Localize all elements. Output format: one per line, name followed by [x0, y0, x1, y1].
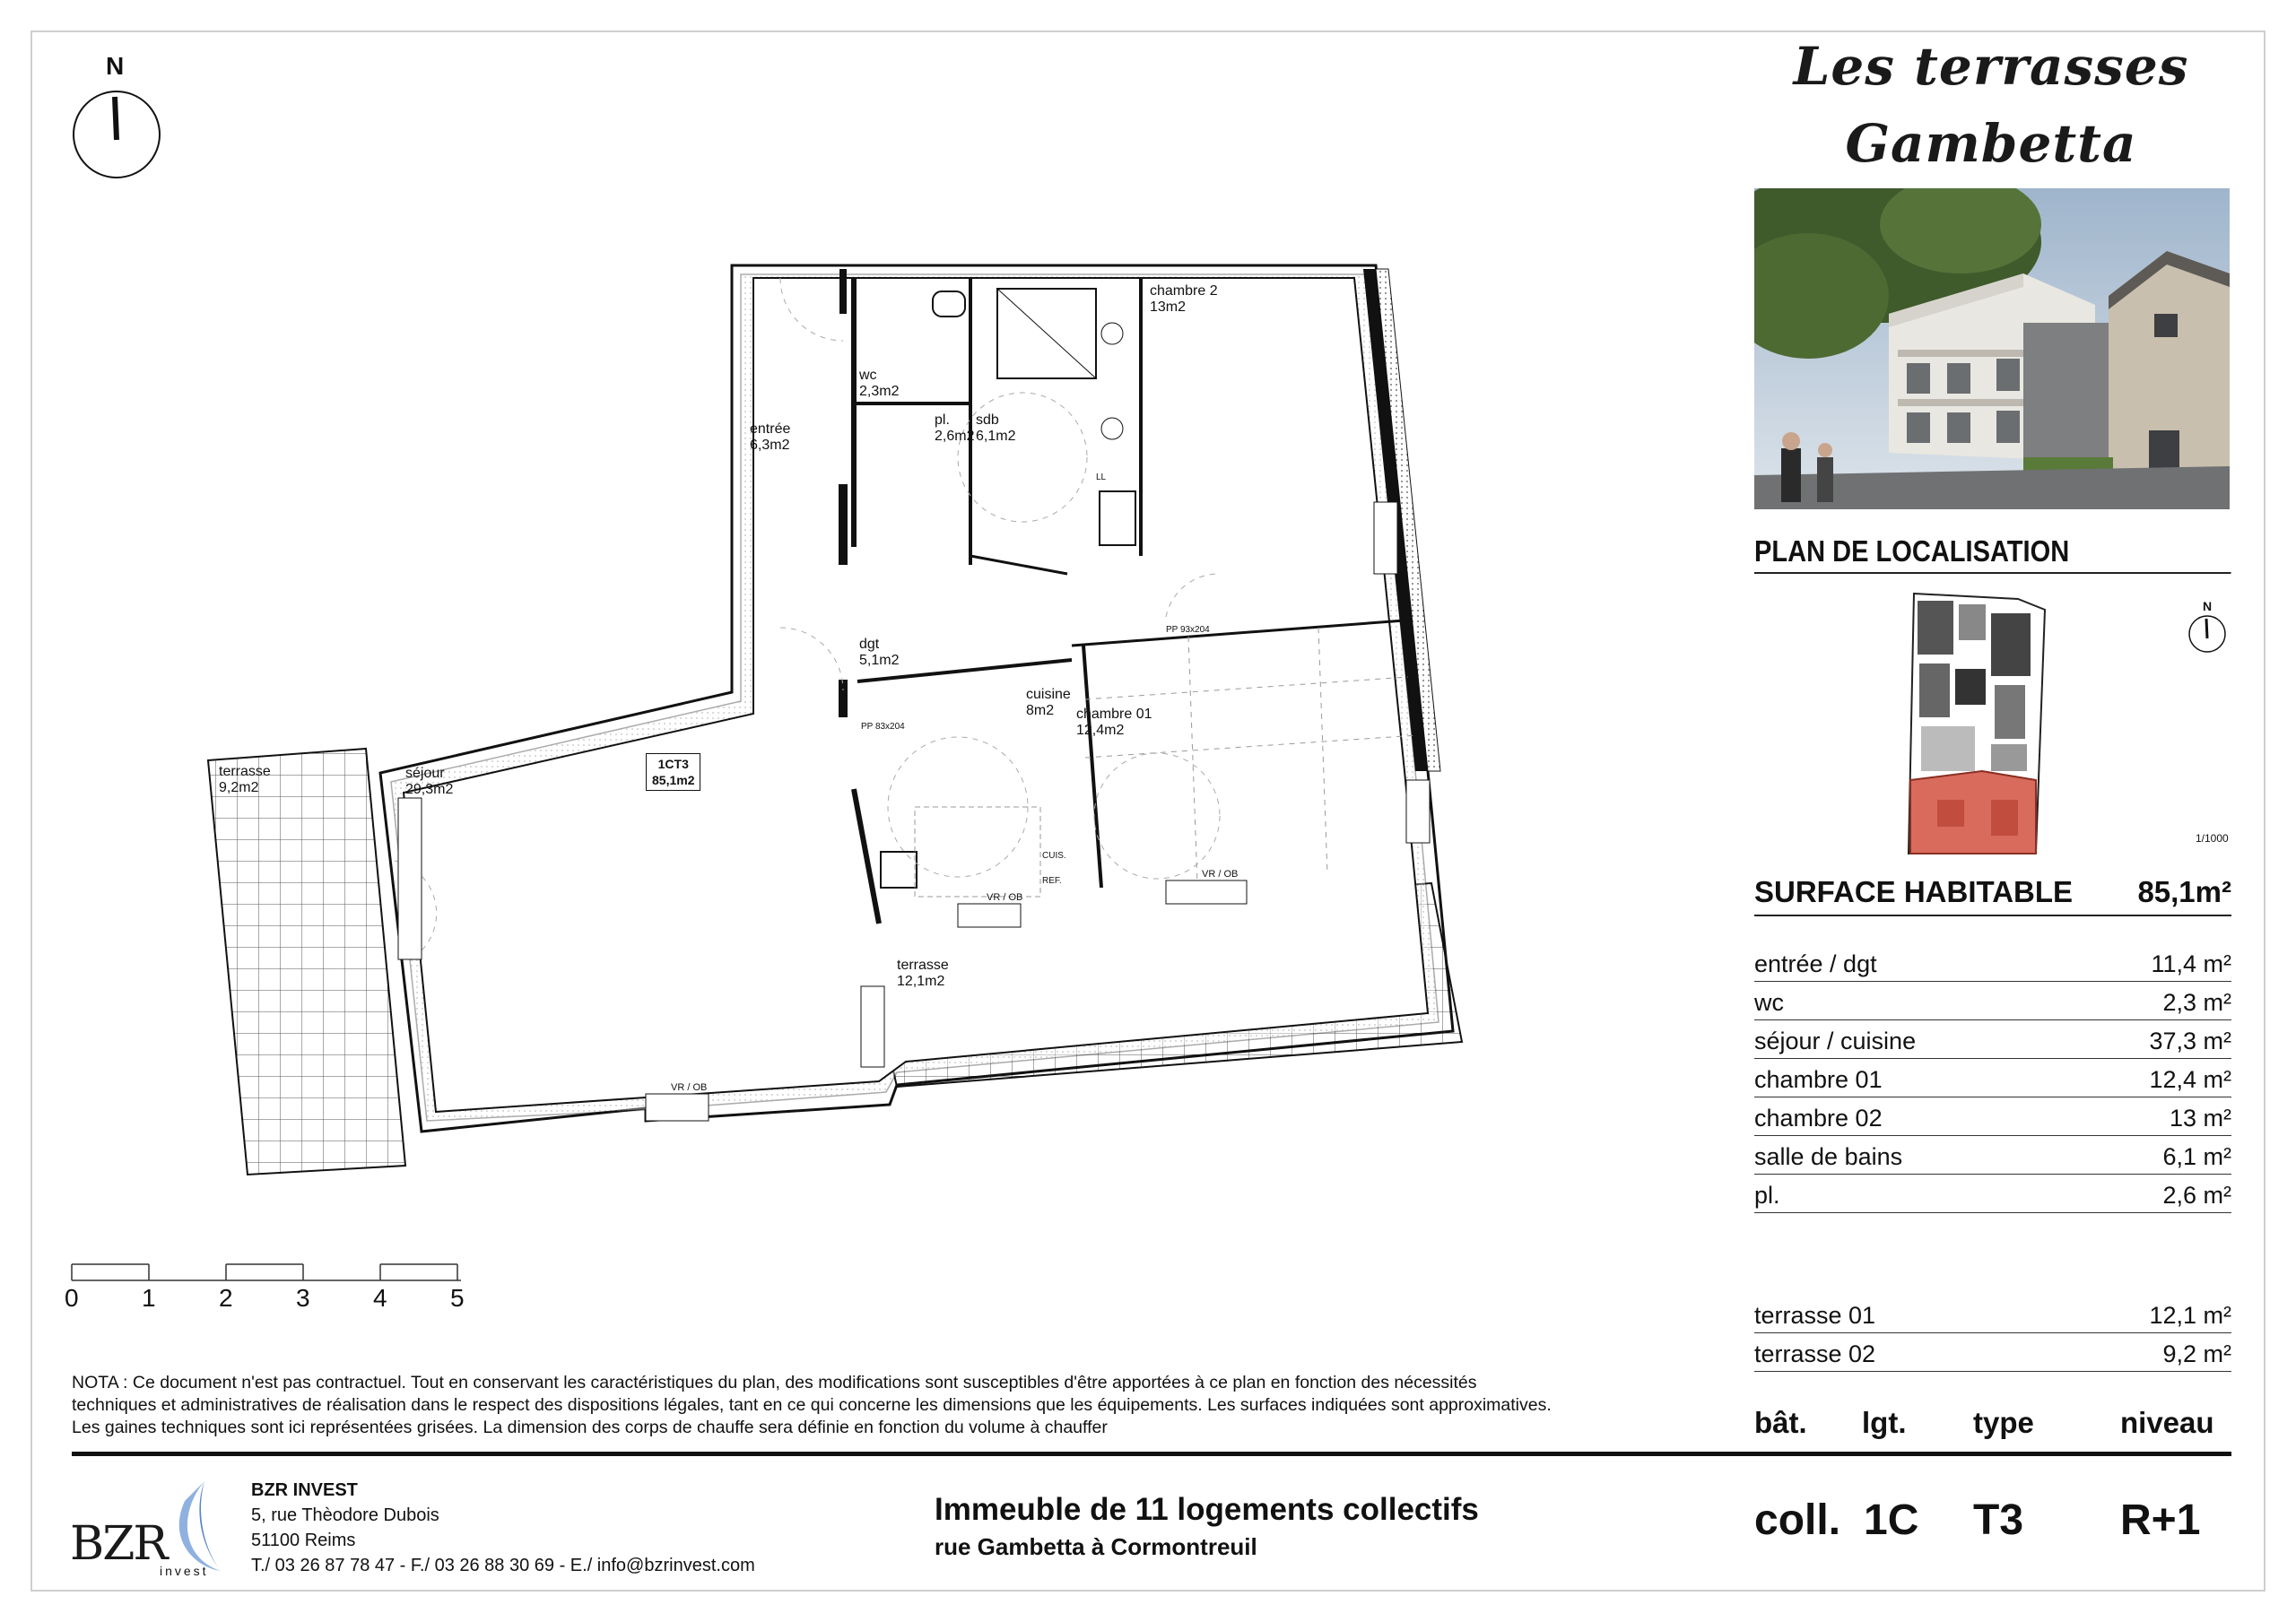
- room-label: cuisine 8m2: [1026, 687, 1071, 718]
- room-label: wc 2,3m2: [859, 368, 900, 399]
- scale-tick-2: 2: [219, 1284, 233, 1312]
- surface-row: [1754, 1099, 2231, 1136]
- surface-row-value: 6,1 m²: [2162, 1143, 2231, 1170]
- window-tag: VR / OB: [1202, 869, 1239, 880]
- localisation-map: [1901, 592, 2054, 861]
- logo-subtext: invest: [160, 1564, 209, 1578]
- scale-tick-4: 4: [373, 1284, 387, 1312]
- localisation-scale: 1/1000: [2196, 832, 2229, 845]
- scale-tick-3: 3: [296, 1284, 310, 1312]
- surface-heading: [1754, 875, 2231, 916]
- surface-row-label: wc: [1754, 989, 1784, 1016]
- scale-tick-0: 0: [65, 1284, 79, 1312]
- surface-row: [1754, 1138, 2231, 1175]
- title-line-2: Gambetta: [1845, 113, 2137, 174]
- surface-row-label: pl.: [1754, 1182, 1780, 1209]
- surface-row-value: 12,1 m²: [2149, 1302, 2231, 1329]
- identity-type-value: T3: [1973, 1496, 2024, 1544]
- building-render-image: [1754, 188, 2230, 509]
- identity-header-bat: bât.: [1754, 1406, 1807, 1439]
- fixture-tag: LL: [1096, 473, 1107, 482]
- surface-row-value: 9,2 m²: [2162, 1340, 2231, 1367]
- room-label: pl. 2,6m2: [935, 412, 975, 444]
- disclaimer-note: NOTA : Ce document n'est pas contractuel. Tout en conservant les caractéristiques du plan, des modifications sont susceptibles d'être apportées à ce plan en fonction des nécessités techniques et administratives de réalisation dans le respect des dispositions légales, tant en ce qui concerne les dimensions que les équipements. Les surfaces indiquées sont approximatives. Les gaines techniques sont ici représentées grisées. La dimension des corps de chauffe sera définie en fonction du volume à chauffer: [72, 1373, 1552, 1437]
- room-label: chambre 01 12,4m2: [1076, 707, 1152, 738]
- surface-row-value: 12,4 m²: [2149, 1066, 2231, 1093]
- surface-row: [1754, 1176, 2231, 1213]
- scale-tick-5: 5: [450, 1284, 465, 1312]
- room-label: séjour 29,3m2: [405, 766, 454, 797]
- surface-row-label: salle de bains: [1754, 1143, 1903, 1170]
- room-label: terrasse 9,2m2: [219, 764, 271, 795]
- footer-divider: [72, 1452, 2231, 1456]
- room-label: entrée 6,3m2: [750, 421, 791, 453]
- surface-row: [1754, 1335, 2231, 1372]
- company-name: BZR INVEST: [251, 1480, 358, 1500]
- project-address: rue Gambetta à Cormontreuil: [935, 1533, 1257, 1560]
- room-label: terrasse 12,1m2: [897, 958, 949, 989]
- window-tag: VR / OB: [987, 892, 1023, 903]
- project-info: [935, 1492, 1479, 1561]
- title-line-1: Les terrasses: [1793, 36, 2189, 97]
- company-logo: [70, 1478, 231, 1576]
- unit-tag: 1CT3 85,1m2: [646, 753, 700, 791]
- company-address-2: 51100 Reims: [251, 1531, 356, 1550]
- surface-row: [1754, 984, 2231, 1020]
- surface-row-label: terrasse 01: [1754, 1302, 1876, 1329]
- identity-niveau-value: R+1: [2120, 1496, 2201, 1544]
- surface-total: 85,1m²: [2137, 875, 2231, 908]
- window-tag: VR / OB: [671, 1082, 708, 1093]
- company-info: [251, 1478, 755, 1578]
- identity-lgt-value: 1C: [1864, 1496, 1919, 1544]
- north-label: N: [106, 52, 125, 80]
- localisation-north: [2187, 599, 2228, 671]
- surface-row: [1754, 1022, 2231, 1059]
- surface-heading-label: SURFACE HABITABLE: [1754, 875, 2074, 908]
- surface-row-label: chambre 02: [1754, 1105, 1883, 1132]
- project-title: Immeuble de 11 logements collectifs: [935, 1492, 1479, 1527]
- surface-row-label: séjour / cuisine: [1754, 1028, 1917, 1054]
- scale-tick-1: 1: [142, 1284, 156, 1312]
- room-label: chambre 2 13m2: [1150, 283, 1218, 315]
- surface-row-label: chambre 01: [1754, 1066, 1883, 1093]
- fixture-tag: REF.: [1042, 876, 1062, 886]
- fixture-tag: CUIS.: [1042, 851, 1066, 861]
- compass-small-icon: [2187, 613, 2228, 655]
- identity-bat-value: coll.: [1754, 1496, 1841, 1544]
- identity-header-type: type: [1973, 1406, 2034, 1439]
- company-contact: T./ 03 26 87 78 47 - F./ 03 26 88 30 69 - E./ info@bzrinvest.com: [251, 1556, 755, 1575]
- company-address-1: 5, rue Thèodore Dubois: [251, 1505, 439, 1525]
- localisation-north-label: N: [2202, 599, 2213, 613]
- surface-row-value: 2,3 m²: [2162, 989, 2231, 1016]
- surface-row-value: 2,6 m²: [2162, 1182, 2231, 1209]
- surface-row: [1754, 1297, 2231, 1333]
- door-tag: PP 93x204: [1166, 625, 1210, 635]
- room-label: sdb 6,1m2: [976, 412, 1016, 444]
- localisation-heading: PLAN DE LOCALISATION: [1754, 534, 2231, 574]
- logo-text: BZR: [70, 1517, 167, 1571]
- surface-row-value: 37,3 m²: [2149, 1028, 2231, 1054]
- surface-row-label: terrasse 02: [1754, 1340, 1876, 1367]
- identity-header-lgt: lgt.: [1862, 1406, 1907, 1439]
- identity-header-niveau: niveau: [2120, 1406, 2214, 1439]
- surface-row: [1754, 1061, 2231, 1097]
- surface-row-value: 11,4 m²: [2151, 950, 2231, 977]
- door-tag: PP 83x204: [861, 722, 905, 732]
- surface-row-value: 13 m²: [2169, 1105, 2231, 1132]
- surface-row: [1754, 945, 2231, 982]
- room-label: dgt 5,1m2: [859, 637, 900, 668]
- surface-row-label: entrée / dgt: [1754, 950, 1877, 977]
